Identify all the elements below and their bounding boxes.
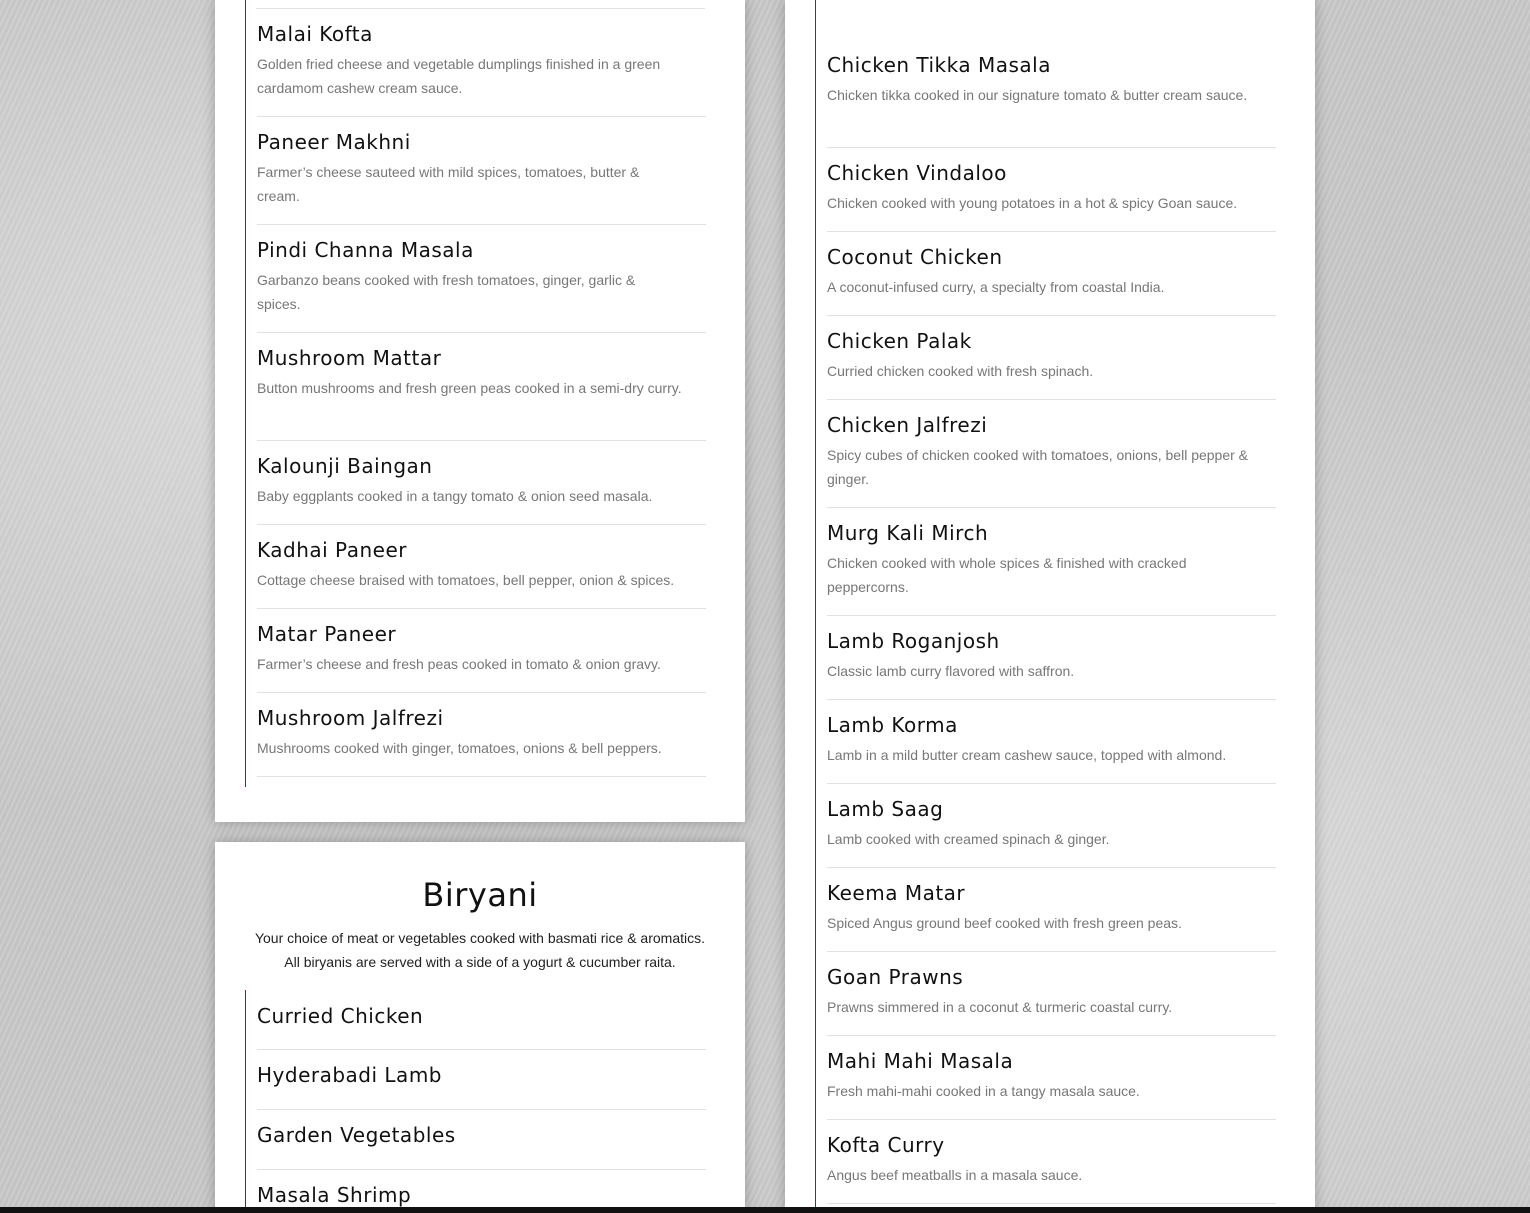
menu-item <box>827 783 1276 868</box>
menu-item-name: Keema Matar <box>827 881 966 905</box>
menu-item-description: Mushrooms cooked with ginger, tomatoes, onions & bell peppers. <box>257 740 662 756</box>
menu-item-name: Chicken Tikka Masala <box>827 53 1051 77</box>
menu-item-description: Angus beef meatballs in a masala sauce. <box>827 1167 1083 1183</box>
menu-item-name: Chicken Vindaloo <box>827 161 1007 185</box>
menu-item-name: Chicken Palak <box>827 329 972 353</box>
menu-item-name: Mushroom Jalfrezi <box>257 706 444 730</box>
menu-item-description: Garbanzo beans cooked with fresh tomatoes, ginger, garlic & spices. <box>257 272 636 312</box>
section-intro-line: Your choice of meat or vegetables cooked with basmati rice & aromatics. <box>254 930 706 946</box>
menu-item-name: Garden Vegetables <box>257 1123 456 1147</box>
menu-item-description: Lamb in a mild butter cream cashew sauce, topped with almond. <box>827 747 1227 763</box>
menu-item-name: Coconut Chicken <box>827 245 1003 269</box>
menu-item <box>827 507 1276 616</box>
menu-item <box>827 231 1276 316</box>
menu-item-name: Hyderabadi Lamb <box>257 1063 442 1087</box>
menu-item-name: Kofta Curry <box>827 1133 945 1157</box>
menu-item <box>827 951 1276 1036</box>
menu-item-description: Button mushrooms and fresh green peas cooked in a semi-dry curry. <box>257 380 682 396</box>
menu-item-description: Spiced Angus ground beef cooked with fresh green peas. <box>827 915 1182 931</box>
menu-item-description: Chicken cooked with young potatoes in a hot & spicy Goan sauce. <box>827 195 1238 211</box>
menu-item <box>257 1169 706 1209</box>
menu-item-name: Kadhai Paneer <box>257 538 407 562</box>
vegetarian-item-list <box>245 0 706 787</box>
non-vegetarian-item-list <box>815 0 1276 1213</box>
menu-item-name: Paneer Makhni <box>257 130 411 154</box>
menu-item <box>257 1049 706 1110</box>
menu-item-description: Baby eggplants cooked in a tangy tomato & onion seed masala. <box>257 488 653 504</box>
section-intro-line: All biryanis are served with a side of a yogurt & cucumber raita. <box>284 954 676 970</box>
menu-item-description: Classic lamb curry flavored with saffron. <box>827 663 1075 679</box>
menu-item-name: Matar Paneer <box>257 622 397 646</box>
menu-item <box>257 990 706 1050</box>
menu-item <box>827 39 1276 148</box>
menu-item-name: Mahi Mahi Masala <box>827 1049 1014 1073</box>
menu-item <box>827 1035 1276 1120</box>
menu-item-description: Prawns simmered in a coconut & turmeric coastal curry. <box>827 999 1173 1015</box>
menu-item-name: Murg Kali Mirch <box>827 521 989 545</box>
menu-item <box>827 699 1276 784</box>
menu-item-description: Chicken cooked with whole spices & finished with cracked peppercorns. <box>827 555 1187 595</box>
menu-item-description: Curried chicken cooked with fresh spinach. <box>827 363 1094 379</box>
menu-item-name: Curried Chicken <box>257 1004 424 1028</box>
menu-item-description: Spicy cubes of chicken cooked with tomatoes, onions, bell pepper & ginger. <box>827 447 1249 487</box>
menu-item <box>257 440 706 525</box>
menu-item <box>257 332 706 441</box>
menu-item <box>257 224 706 333</box>
menu-item <box>827 315 1276 400</box>
menu-item <box>827 399 1276 508</box>
menu-item-name: Masala Shrimp <box>257 1183 412 1207</box>
menu-item <box>257 1109 706 1170</box>
menu-item <box>827 615 1276 700</box>
menu-item <box>257 524 706 609</box>
menu-item <box>257 116 706 225</box>
menu-item <box>257 608 706 693</box>
menu-item-name: Mushroom Mattar <box>257 346 442 370</box>
menu-item <box>827 1119 1276 1204</box>
menu-item <box>257 692 706 777</box>
menu-item-name: Kalounji Baingan <box>257 454 433 478</box>
section-title: Biryani <box>422 876 538 914</box>
menu-item-description: Farmer’s cheese and fresh peas cooked in tomato & onion gravy. <box>257 656 661 672</box>
menu-item <box>827 147 1276 232</box>
menu-item-name: Chicken Jalfrezi <box>827 413 988 437</box>
menu-item-name: Lamb Roganjosh <box>827 629 1000 653</box>
section-intro <box>215 926 745 974</box>
menu-item-name: Goan Prawns <box>827 965 964 989</box>
menu-item-description: A coconut-infused curry, a specialty from coastal India. <box>827 279 1165 295</box>
menu-item-description: Chicken tikka cooked in our signature tomato & butter cream sauce. <box>827 87 1248 103</box>
menu-item <box>827 867 1276 952</box>
menu-item <box>257 8 706 117</box>
menu-item-name: Lamb Saag <box>827 797 944 821</box>
menu-item-description: Farmer’s cheese sauteed with mild spices, tomatoes, butter & cream. <box>257 164 640 204</box>
menu-item-description: Lamb cooked with creamed spinach & ginger. <box>827 831 1110 847</box>
menu-item-name: Lamb Korma <box>827 713 958 737</box>
menu-item-name: Pindi Channa Masala <box>257 238 474 262</box>
menu-item-description: Golden fried cheese and vegetable dumplings finished in a green cardamom cashew cream sauce. <box>257 56 661 96</box>
menu-item-description: Cottage cheese braised with tomatoes, bell pepper, onion & spices. <box>257 572 675 588</box>
biryani-item-list <box>245 990 706 1213</box>
menu-item-description: Fresh mahi-mahi cooked in a tangy masala sauce. <box>827 1083 1140 1099</box>
menu-item-name: Malai Kofta <box>257 22 373 46</box>
bottom-bar <box>0 1207 1530 1213</box>
